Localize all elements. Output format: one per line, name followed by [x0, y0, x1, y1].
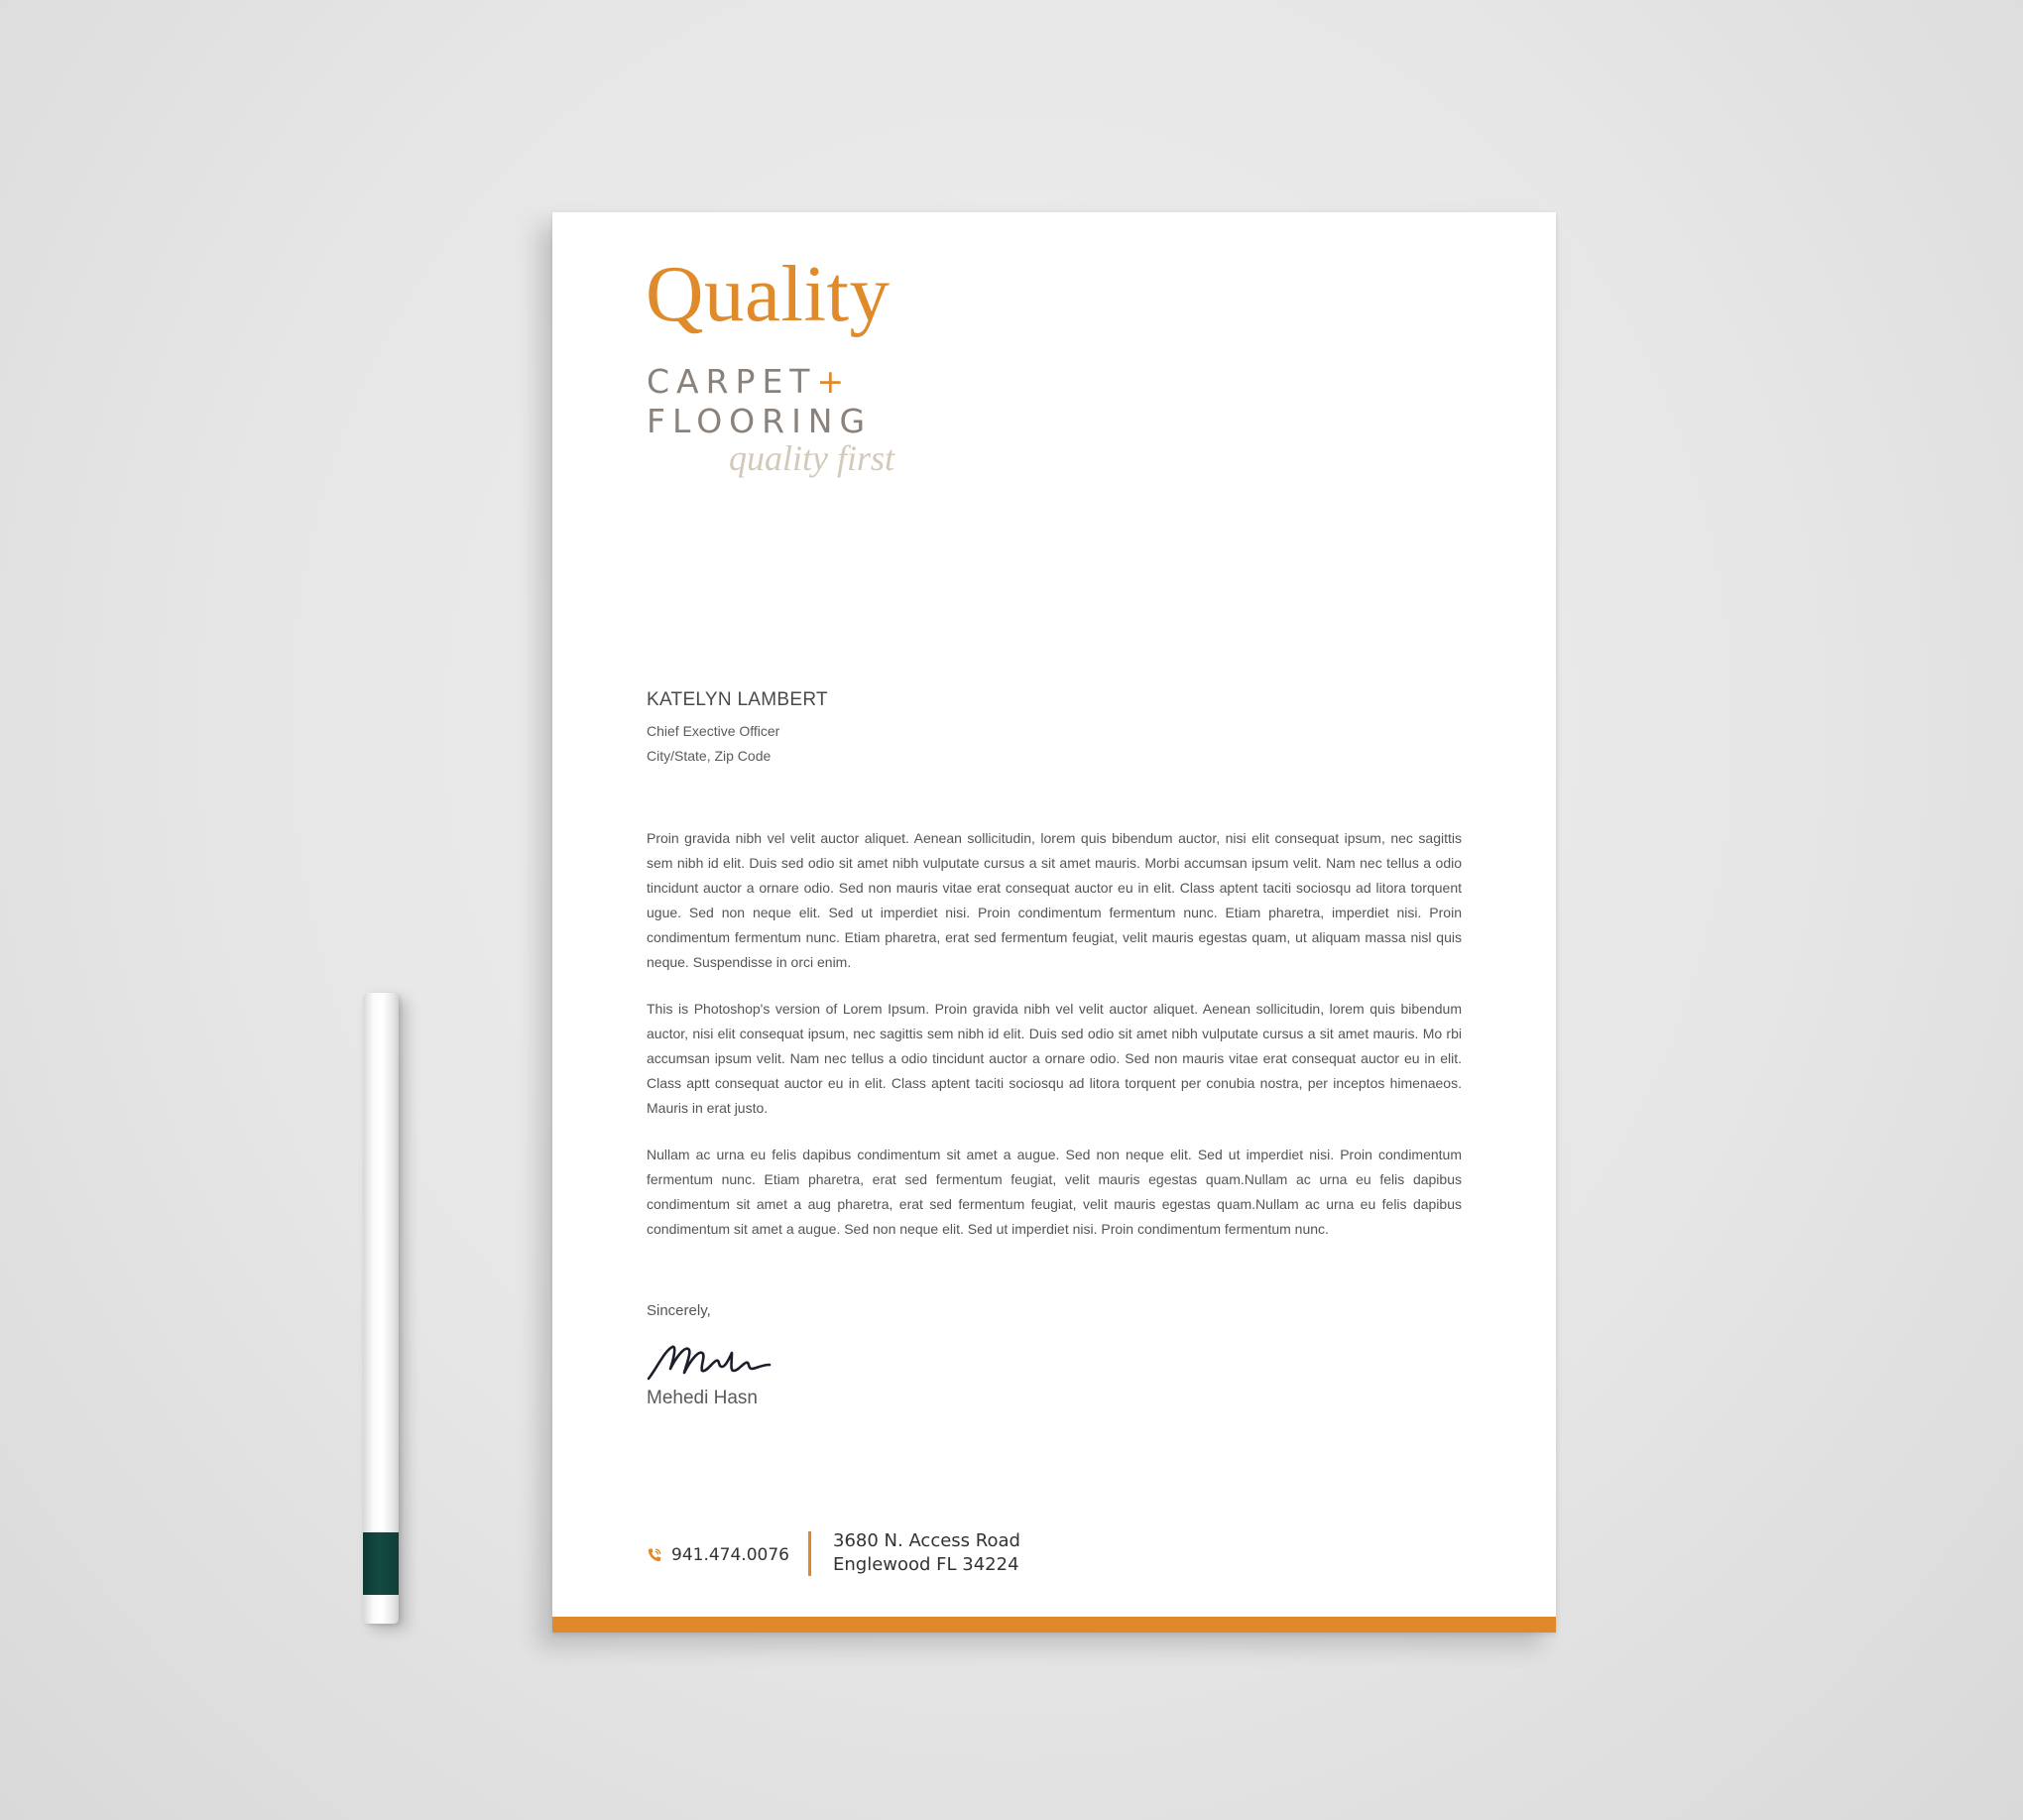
body-paragraph-1: Proin gravida nibh vel velit auctor aliquet. Aenean sollicitudin, lorem quis bibendum auctor, nisi elit consequat ipsum, nec sagittis sem nibh id elit. Duis sed odio sit amet nibh vulputate cursus a sit amet mauris. Morbi accumsan ipsum velit. Nam nec tellus a odio tincidunt auctor a ornare odio. Sed non mauris vitae erat consequat auctor eu in elit. Class aptent taciti sociosqu ad litora torquent ugue. Sed non neque elit. Sed ut imperdiet nisi. Proin condimentum fermentum nunc. Etiam pharetra, imperdiet nisi. Proin condimentum fermentum nunc. Etiam pharetra, erat sed fermentum feugiat, velit mauris egestas quam, ut aliquam massa nisl quis neque. Suspendisse in orci enim. — [647, 830, 1462, 970]
company-logo — [646, 249, 943, 502]
signer-name: Mehedi Hasn — [647, 1388, 758, 1408]
letter-body — [647, 826, 1462, 1264]
signature-icon — [647, 1339, 775, 1385]
footer-address — [833, 1529, 1020, 1577]
logo-plus: + — [816, 362, 845, 401]
sincerely-text: Sincerely, — [647, 1302, 711, 1319]
address-line-1: 3680 N. Access Road — [833, 1530, 1020, 1551]
recipient-block — [647, 690, 828, 769]
body-paragraph-2: This is Photoshop's version of Lorem Ipsum. Proin gravida nibh vel velit auctor aliquet. Aenean sollicitudin, lorem quis bibendum auctor, nisi elit consequat ipsum, nec sagittis sem nibh id elit. Duis sed odio sit amet nibh vulputate cursus a sit amet mauris. Mo rbi accumsan ipsum velit. Nam nec tellus a odio tincidunt auctor a ornare odio. Sed non mauris vitae erat consequat auctor eu in elit. Class aptt consequat auctor eu in elit. Class aptent taciti sociosqu ad litora torquent per conubia nostra, per inceptos himenaeos. Mauris in erat justo. — [647, 1001, 1462, 1116]
phone-number: 941.474.0076 — [671, 1545, 789, 1565]
letterhead-paper — [552, 212, 1556, 1633]
recipient-title: Chief Exective Officer — [647, 723, 780, 739]
logo-quality-word: Quality — [646, 249, 891, 338]
recipient-name: KATELYN LAMBERT — [647, 689, 828, 710]
logo-flooring-word: FLOORING — [647, 402, 873, 440]
logo-tagline: quality first — [729, 438, 895, 478]
closing-block — [647, 1302, 758, 1408]
body-paragraph-3: Nullam ac urna eu felis dapibus condimentum sit amet a augue. Sed non neque elit. Sed ut imperdiet nisi. Proin condimentum fermentum nunc. Etiam pharetra, erat sed fermentum feugiat, velit mauris egestas quam.Nullam ac urna eu felis dapibus condimentum sit amet a aug pharetra, erat sed fermentum feugiat, velit mauris egestas quam.Nullam ac urna eu felis dapibus condimentum sit amet a augue. Sed non neque elit. Sed ut imperdiet nisi. Proin condimentum fermentum nunc. — [647, 1147, 1462, 1237]
pen-band — [363, 1532, 399, 1595]
recipient-location: City/State, Zip Code — [647, 748, 772, 764]
accent-bottom-bar — [552, 1617, 1556, 1633]
phone-icon — [647, 1547, 662, 1563]
footer-phone — [647, 1541, 789, 1569]
pen — [363, 993, 399, 1624]
address-line-2: Englewood FL 34224 — [833, 1554, 1019, 1575]
logo-carpet-text: CARPET — [647, 362, 817, 401]
footer-divider — [808, 1531, 811, 1576]
logo-carpet-word — [647, 362, 845, 401]
